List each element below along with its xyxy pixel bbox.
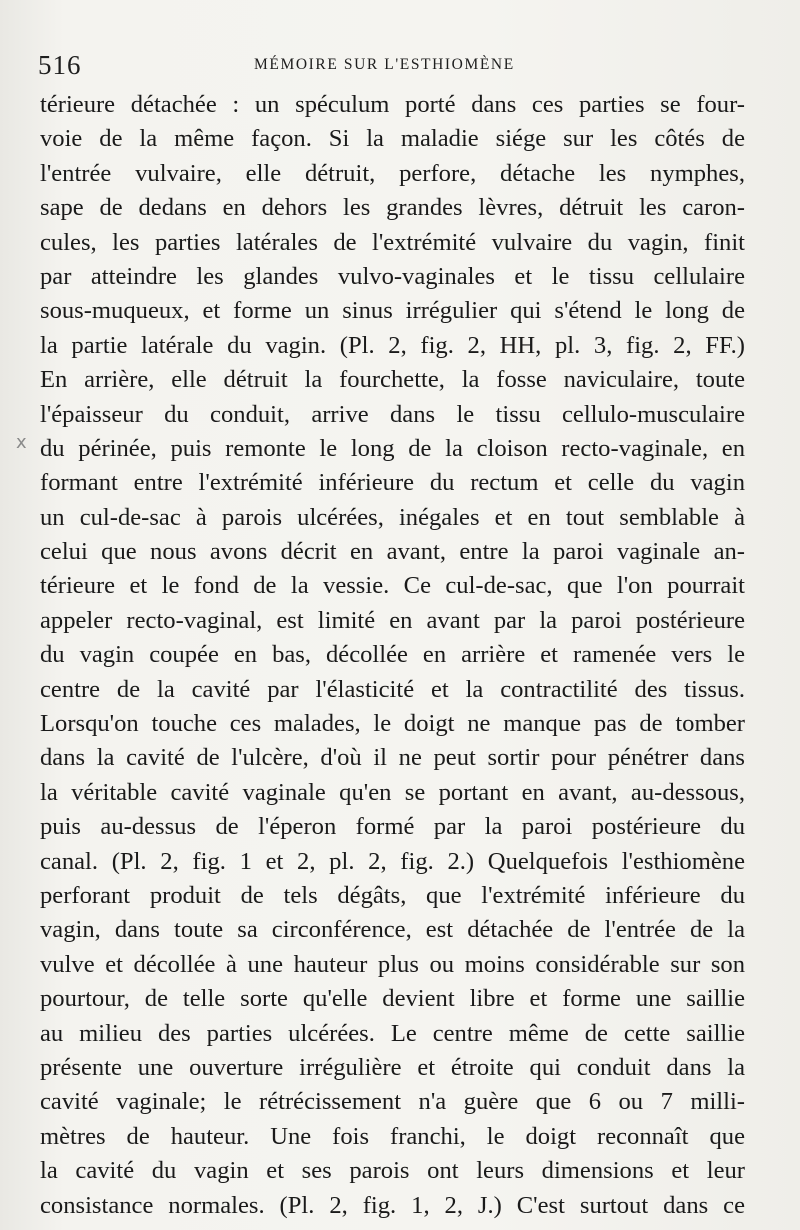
text-line: celui que nous avons décrit en avant, entre la paroi vaginale an- — [40, 538, 745, 566]
body-text — [40, 88, 745, 1223]
text-line: du périnée, puis remonte le long de la cloison recto-vaginale, en — [40, 434, 745, 462]
page-number: 516 — [38, 50, 82, 80]
text-line: dans la cavité de l'ulcère, d'où il ne peut sortir pour pénétrer dans — [40, 744, 745, 772]
text-line: l'entrée vulvaire, elle détruit, perfore, détache les nymphes, — [40, 159, 745, 187]
text-line: par atteindre les glandes vulvo-vaginales et le tissu cellulaire — [40, 262, 745, 290]
text-line: canal. (Pl. 2, fig. 1 et 2, pl. 2, fig. 2.) Quelquefois l'esthiomène — [40, 847, 745, 875]
text-line: du vagin coupée en bas, décollée en arrière et ramenée vers le — [40, 641, 745, 669]
text-line: l'épaisseur du conduit, arrive dans le tissu cellulo-musculaire — [40, 400, 745, 428]
text-line: la véritable cavité vaginale qu'en se portant en avant, au-dessous, — [40, 778, 745, 806]
text-line: Lorsqu'on touche ces malades, le doigt ne manque pas de tomber — [40, 710, 745, 738]
margin-pencil-mark: x — [16, 432, 27, 453]
text-line: cules, les parties latérales de l'extrémité vulvaire du vagin, finit — [40, 228, 745, 256]
text-line: térieure et le fond de la vessie. Ce cul-de-sac, que l'on pourrait — [40, 572, 745, 600]
text-line: au milieu des parties ulcérées. Le centre même de cette saillie — [40, 1019, 745, 1047]
text-line: consistance normales. (Pl. 2, fig. 1, 2, J.) C'est surtout dans ce — [40, 1191, 745, 1219]
text-line: En arrière, elle détruit la fourchette, la fosse naviculaire, toute — [40, 366, 745, 394]
text-line: formant entre l'extrémité inférieure du rectum et celle du vagin — [40, 469, 745, 497]
text-line: la cavité du vagin et ses parois ont leurs dimensions et leur — [40, 1157, 745, 1185]
page-header — [38, 50, 778, 84]
text-line: sape de dedans en dehors les grandes lèvres, détruit les caron- — [40, 194, 745, 222]
text-line: la partie latérale du vagin. (Pl. 2, fig. 2, HH, pl. 3, fig. 2, FF.) — [40, 331, 745, 359]
text-line: pourtour, de telle sorte qu'elle devient libre et forme une saillie — [40, 985, 745, 1013]
text-line: puis au-dessus de l'éperon formé par la paroi postérieure du — [40, 813, 745, 841]
text-line: mètres de hauteur. Une fois franchi, le doigt reconnaît que — [40, 1122, 745, 1150]
text-line: térieure détachée : un spéculum porté dans ces parties se four- — [40, 91, 745, 118]
text-line: vagin, dans toute sa circonférence, est détachée de l'entrée de la — [40, 916, 745, 944]
text-line: appeler recto-vaginal, est limité en avant par la paroi postérieure — [40, 606, 745, 634]
text-line: vulve et décollée à une hauteur plus ou moins considérable sur son — [40, 950, 745, 978]
text-line: présente une ouverture irrégulière et étroite qui conduit dans la — [40, 1053, 745, 1081]
text-line: cavité vaginale; le rétrécissement n'a guère que 6 ou 7 milli- — [40, 1088, 745, 1116]
text-line: sous-muqueux, et forme un sinus irrégulier qui s'étend le long de — [40, 297, 745, 325]
text-line: voie de la même façon. Si la maladie siége sur les côtés de — [40, 125, 745, 153]
running-title: MÉMOIRE SUR L'ESTHIOMÈNE — [254, 56, 515, 73]
text-line: centre de la cavité par l'élasticité et la contractilité des tissus. — [40, 675, 745, 703]
text-line: un cul-de-sac à parois ulcérées, inégales et en tout semblable à — [40, 503, 745, 531]
text-line: perforant produit de tels dégâts, que l'extrémité inférieure du — [40, 881, 745, 909]
